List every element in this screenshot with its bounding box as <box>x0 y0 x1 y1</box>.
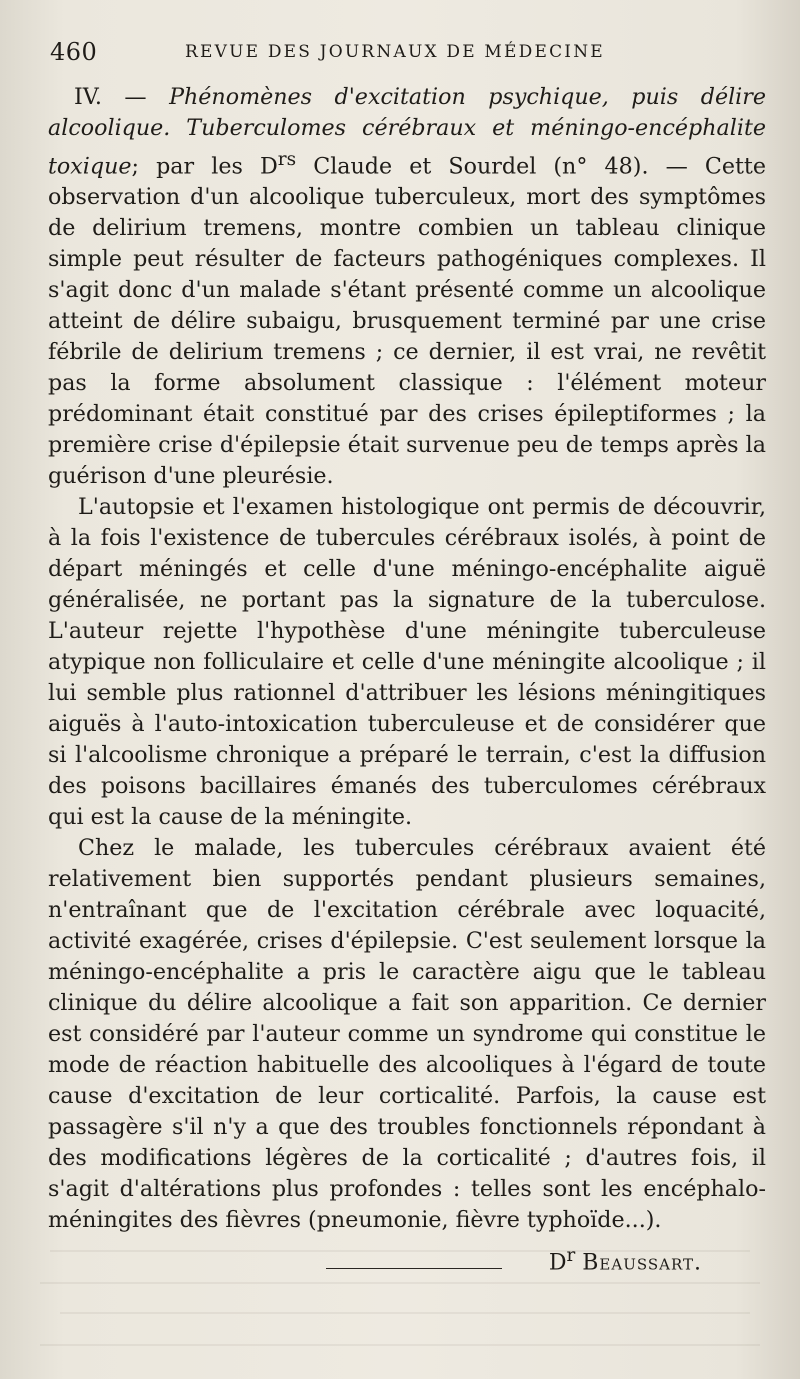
page-number: 460 <box>50 38 98 66</box>
title-dash: — <box>101 84 170 110</box>
article-title: Phénomènes d'excitation psychique, puis délire alcoolique. Tuberculomes cérébraux et méningo-encéphalite toxique <box>48 84 766 180</box>
paragraph-1 <box>48 82 766 492</box>
byline-start: ; par les D <box>131 153 278 180</box>
section-divider <box>326 1268 502 1269</box>
article-numeral: IV. <box>74 84 102 110</box>
running-title: REVUE DES JOURNAUX DE MÉDECINE <box>185 42 605 62</box>
article-body <box>48 82 766 1279</box>
signature-name: Beaussart. <box>582 1250 702 1276</box>
paragraph-2: L'autopsie et l'examen histologique ont permis de découvrir, à la fois l'existence de tubercules cérébraux isolés, à point de départ méningés et celle d'une méningo-encéphalite aiguë généralisée, ne portant pas la signature de la tuberculose. L'auteur rejette l'hypothèse d'une méningite tuberculeuse atypique non folliculaire et celle d'une méningite alcoolique ; il lui semble plus rationnel d'attribuer les lésions méningitiques aiguës à l'auto-intoxication tuberculeuse et de considérer que si l'alcoolisme chronique a préparé le terrain, c'est la diffusion des poisons bacillaires émanés des tuberculomes cérébraux qui est la cause de la méningite. <box>48 494 766 831</box>
byline-authors: Claude et Sourdel (n° 48). — <box>296 153 705 180</box>
byline-superscript: rs <box>277 149 297 170</box>
page-header <box>50 38 770 72</box>
signature-prefix: D <box>548 1250 567 1276</box>
signature-superscript: r <box>566 1245 576 1267</box>
paragraph-3: Chez le malade, les tubercules cérébraux avaient été relativement bien supportés pendant plusieurs semaines, n'entraînant que de l'excitation cérébrale avec loquacité, activité exagérée, crises d'épilepsie. C'est seulement lorsque la méningo-encéphalite a pris le caractère aigu que le tableau clinique du délire alcoolique a fait son apparition. Ce dernier est considéré par l'auteur comme un syndrome qui constitue le mode de réaction habituelle des alcooliques à l'égard de toute cause d'excitation de leur corticalité. Parfois, la cause est passagère s'il n'y a que des troubles fonctionnels répondant à des modifications légères de la corticalité ; d'autres fois, il s'agit d'altérations plus profondes : telles sont les encéphalo-méningites des fièvres (pneumonie, fièvre typhoïde...). <box>48 835 766 1234</box>
signature <box>48 1240 766 1278</box>
paragraph-1-text: Cette observation d'un alcoolique tuberculeux, mort des symptômes de delirium tremens, montre combien un tableau clinique simple peut résulter de facteurs pathogéniques complexes. Il s'agit donc d'un malade s'étant présenté comme un alcoolique atteint de délire subaigu, brusquement terminé par une crise fébrile de delirium tremens ; ce dernier, il est vrai, ne revêtit pas la forme absolument classique : l'élément moteur prédominant était constitué par des crises épileptiformes ; la première crise d'épilepsie était survenue peu de temps après la guérison d'une pleurésie. <box>48 153 766 490</box>
